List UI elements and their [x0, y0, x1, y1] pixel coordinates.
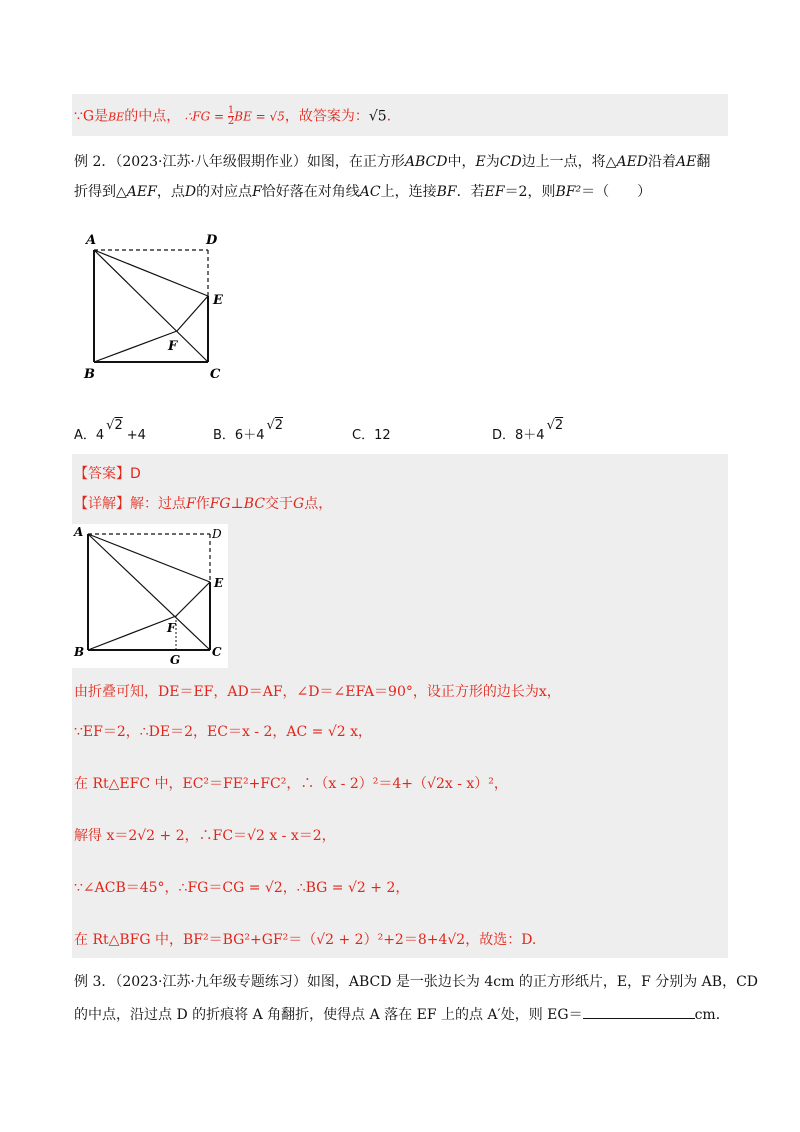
detail-g: G: [293, 496, 305, 512]
fig2-label-a: A: [74, 525, 84, 539]
top-text-a: ∵G是: [74, 108, 109, 125]
option-b-rad: √2: [266, 418, 284, 433]
example3-line2: [74, 1004, 730, 1025]
fig2-label-b: B: [74, 645, 85, 659]
solution-line-6: 在 Rt△BFG 中，BF²＝BG²+GF²＝（√2 + 2）²+2＝8+4√2，故选：D.: [74, 932, 537, 948]
ex2-f: F: [252, 184, 262, 200]
ex2-l2g: ＝2，则: [504, 184, 556, 200]
label-a: A: [86, 233, 97, 248]
ex2-mid4: 沿着: [648, 154, 677, 170]
label-b: B: [84, 367, 95, 382]
fig2-label-c: C: [212, 645, 222, 659]
ex2-mid1: 中，: [447, 154, 476, 170]
ex2-l2c: 的对应点: [196, 184, 253, 200]
detail-text: 解：过点: [130, 496, 186, 512]
ex2-aef: AEF: [126, 184, 157, 200]
ex2-l2d: 恰好落在对角线: [261, 184, 360, 200]
figure-square-fold: [80, 224, 240, 384]
detail-t2: 作: [195, 496, 210, 512]
ex3-l2a: 的中点，沿过点 D 的折痕将 A 角翻折，使得点 A 落在 EF 上的点 A′处，则 EG＝: [74, 1007, 583, 1023]
option-a-tail: +4: [126, 428, 146, 443]
option-c-key: C．12: [352, 428, 391, 443]
detail-line: [74, 494, 332, 514]
label-c: C: [210, 367, 221, 382]
top-text-b: BE: [108, 110, 125, 124]
ex2-l2h: ＝（ ）: [581, 184, 652, 200]
ex2-bf: BF: [436, 184, 457, 200]
example2-line2: [74, 182, 651, 202]
ex2-text: 例 2．（2023·江苏·八年级假期作业）如图，在正方形: [74, 154, 405, 170]
option-d: [492, 418, 564, 443]
ex2-ac: AC: [359, 184, 381, 200]
label-e: E: [213, 293, 223, 308]
ex2-ef: EF: [484, 184, 505, 200]
top-text-j: .: [386, 108, 392, 125]
solution-line-5: ∵∠ACB＝45°，∴FG＝CG = √2，∴BG = √2 + 2，: [74, 880, 410, 896]
option-d-rad-num: 2: [554, 418, 564, 433]
ex2-l2b: ，点: [156, 184, 185, 200]
detail-t3: 交于: [265, 496, 294, 512]
fig2-label-d: D: [212, 527, 222, 541]
ex2-mid5: 翻: [696, 154, 711, 170]
top-text-h: ，故答案为：: [284, 108, 369, 125]
top-text-d: ∴FG =: [184, 109, 228, 124]
ex2-bf2: BF²: [555, 184, 582, 200]
detail-fg: FG⊥BC: [209, 496, 266, 512]
segment-bf: [94, 331, 177, 362]
top-text-c: 的中点，: [124, 108, 181, 125]
ex2-l2f: ．若: [456, 184, 485, 200]
ex2-d: D: [184, 184, 197, 200]
fig2-label-e: E: [214, 576, 224, 590]
answer-tag: 【答案】: [74, 466, 130, 482]
ex2-mid2: 为: [485, 154, 500, 170]
ex2-abcd: ABCD: [404, 154, 448, 170]
option-b: [213, 418, 284, 443]
solution-line-1: 由折叠可知，DE＝EF，AD＝AF，∠D＝∠EFA＝90°，设正方形的边长为x，: [74, 684, 561, 700]
option-b-rad-num: 2: [274, 418, 284, 433]
label-d: D: [206, 233, 218, 248]
ex2-l2a: 折得到△: [74, 184, 127, 200]
label-f: F: [168, 339, 178, 354]
solution-line-4: 解得 x＝2√2 + 2，∴FC＝√2 x - x＝2，: [74, 828, 336, 844]
option-a-rad: √2: [106, 418, 123, 433]
ex2-cd: CD: [499, 154, 522, 170]
answer-blank[interactable]: [583, 1004, 695, 1019]
segment-fe: [177, 296, 208, 331]
ex2-ae: AE: [676, 154, 697, 170]
top-fraction-num: 1: [227, 105, 235, 116]
fig2-label-g: G: [170, 653, 181, 667]
answer-line: [74, 464, 141, 484]
top-fraction-den: 2: [227, 116, 235, 127]
answer-value: D: [130, 466, 141, 482]
ex2-mid3: 边上一点，将△: [521, 154, 617, 170]
segment-ae: [94, 250, 208, 296]
top-text-g: BE = √5: [234, 109, 285, 124]
detail-f: F: [186, 496, 196, 512]
detail-t4: 点，: [304, 496, 333, 512]
diagonal-ac: [94, 250, 208, 362]
option-c: [352, 424, 391, 443]
solution-line-2: ∵EF＝2，∴DE＝2，EC＝x - 2，AC = √2 x，: [74, 724, 372, 740]
figure-square-fold-with-g: [72, 524, 228, 668]
example3-line1: 例 3．（2023·江苏·九年级专题练习）如图，ABCD 是一张边长为 4cm 的正方形纸片，E，F 分别为 AB，CD: [74, 974, 759, 990]
ex3-l2b: cm．: [694, 1007, 730, 1023]
top-answer-line: [74, 106, 391, 128]
option-a-key: A．4: [74, 428, 105, 443]
ex2-l2e: 上，连接: [380, 184, 437, 200]
ex2-e: E: [475, 154, 486, 170]
solution-line-3: 在 Rt△EFC 中，EC²＝FE²+FC²，∴（x - 2）²＝4+（√2x - x）²，: [74, 776, 508, 792]
top-text-i: √5: [368, 108, 387, 125]
option-a: [74, 418, 146, 443]
detail-tag: 【详解】: [74, 496, 130, 512]
fig2-label-f: F: [167, 621, 176, 635]
example2-line1: [74, 152, 710, 172]
ex2-aed: AED: [616, 154, 649, 170]
option-b-key: B．6＋4: [213, 428, 265, 443]
option-d-rad: √2: [546, 418, 564, 433]
option-a-rad-num: 2: [114, 418, 123, 433]
option-d-key: D．8＋4: [492, 428, 545, 443]
